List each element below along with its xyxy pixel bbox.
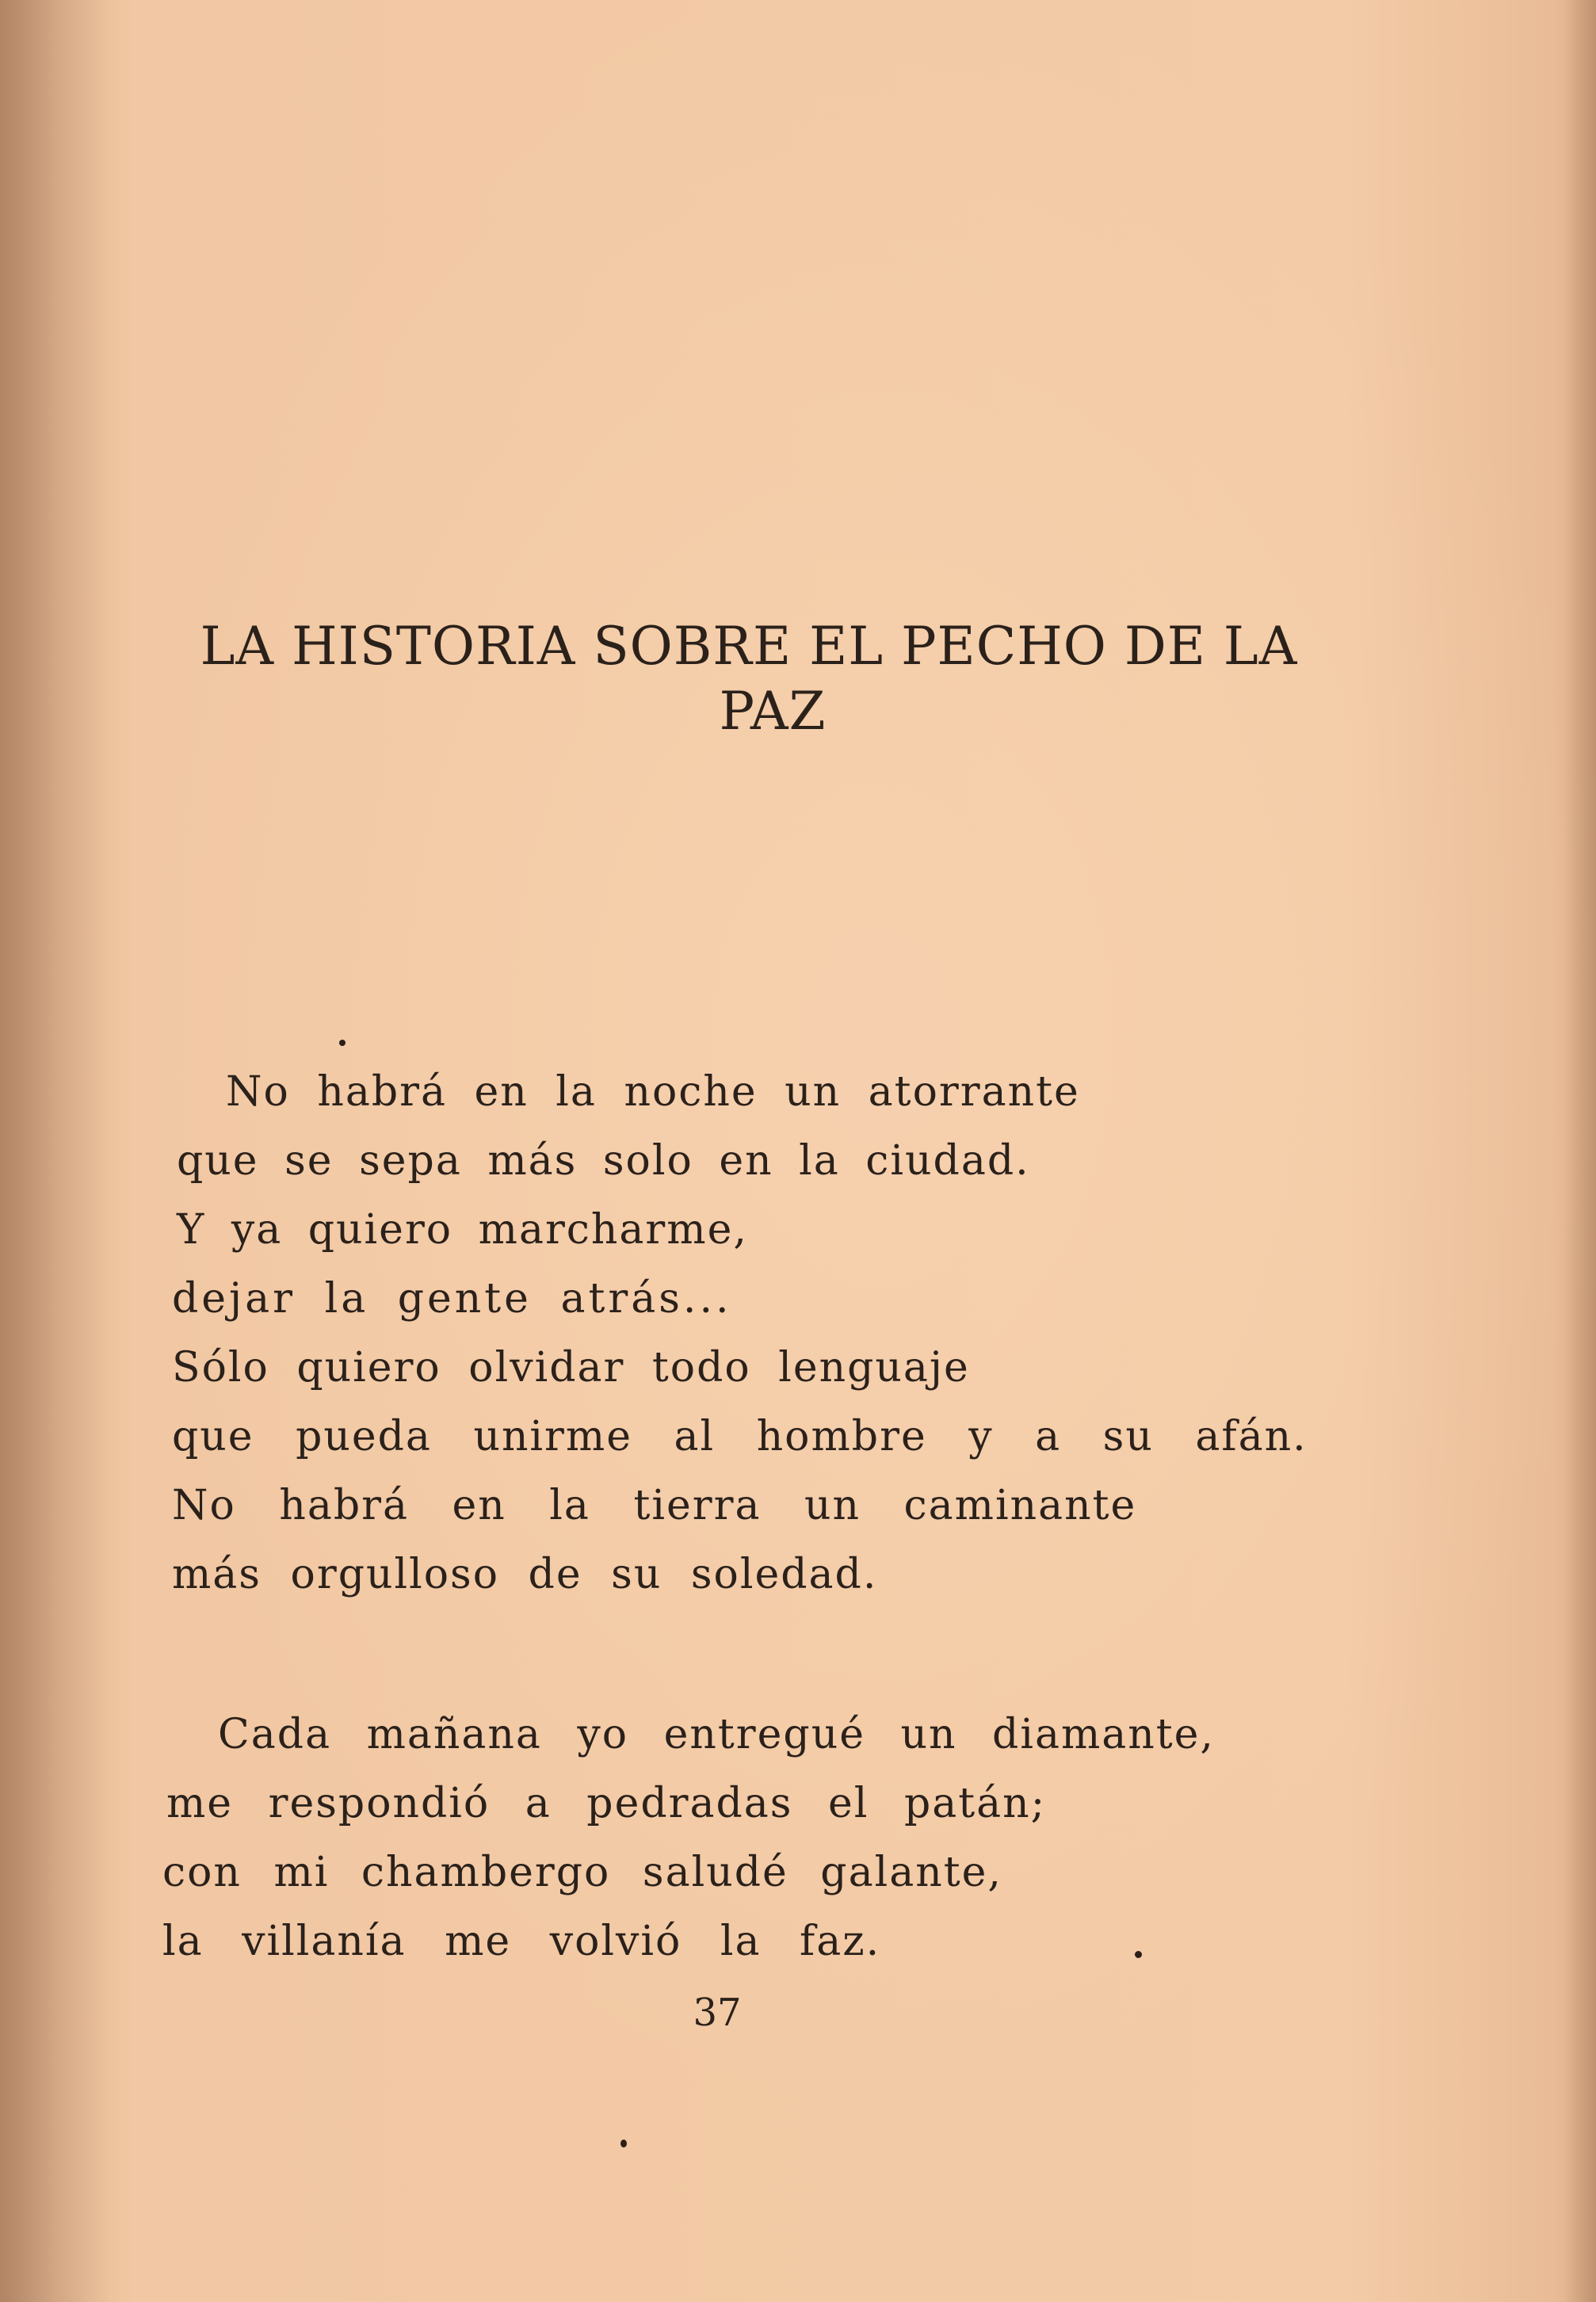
verse-line: dejar la gente atrás... (172, 1275, 732, 1323)
spine-shadow (0, 0, 111, 2302)
verse-line: Sólo quiero olvidar todo lenguaje (172, 1344, 970, 1392)
verse-line: que pueda unirme al hombre y a su afán. (172, 1413, 1308, 1460)
poem-title-line-1: LA HISTORIA SOBRE EL PECHO DE LA (200, 616, 1298, 677)
verse-line: Y ya quiero marcharme, (177, 1206, 748, 1254)
verse-line: No habrá en la tierra un caminante (172, 1482, 1137, 1529)
verse-line: que se sepa más solo en la ciudad. (177, 1137, 1030, 1185)
poem-title (174, 614, 1323, 744)
ink-speck (620, 2140, 627, 2147)
stanza-2 (162, 1701, 1312, 1976)
verse-line: más orgulloso de su soledad. (172, 1551, 878, 1598)
ink-speck (339, 1040, 346, 1046)
page-number: 37 (693, 1991, 742, 2035)
verse-line: la villanía me volvió la faz. (162, 1918, 881, 1965)
stanza-1 (162, 1058, 1312, 1609)
poem-title-line-2: PAZ (719, 681, 827, 742)
page-edge-shadow (1564, 0, 1596, 2302)
verse-line: No habrá en la noche un atorrante (226, 1068, 1080, 1116)
verse-line: con mi chambergo saludé galante, (162, 1849, 1002, 1896)
verse-line: Cada mañana yo entregué un diamante, (218, 1711, 1215, 1758)
verse-line: me respondió a pedradas el patán; (166, 1780, 1047, 1827)
poem-body (162, 1058, 1312, 1976)
